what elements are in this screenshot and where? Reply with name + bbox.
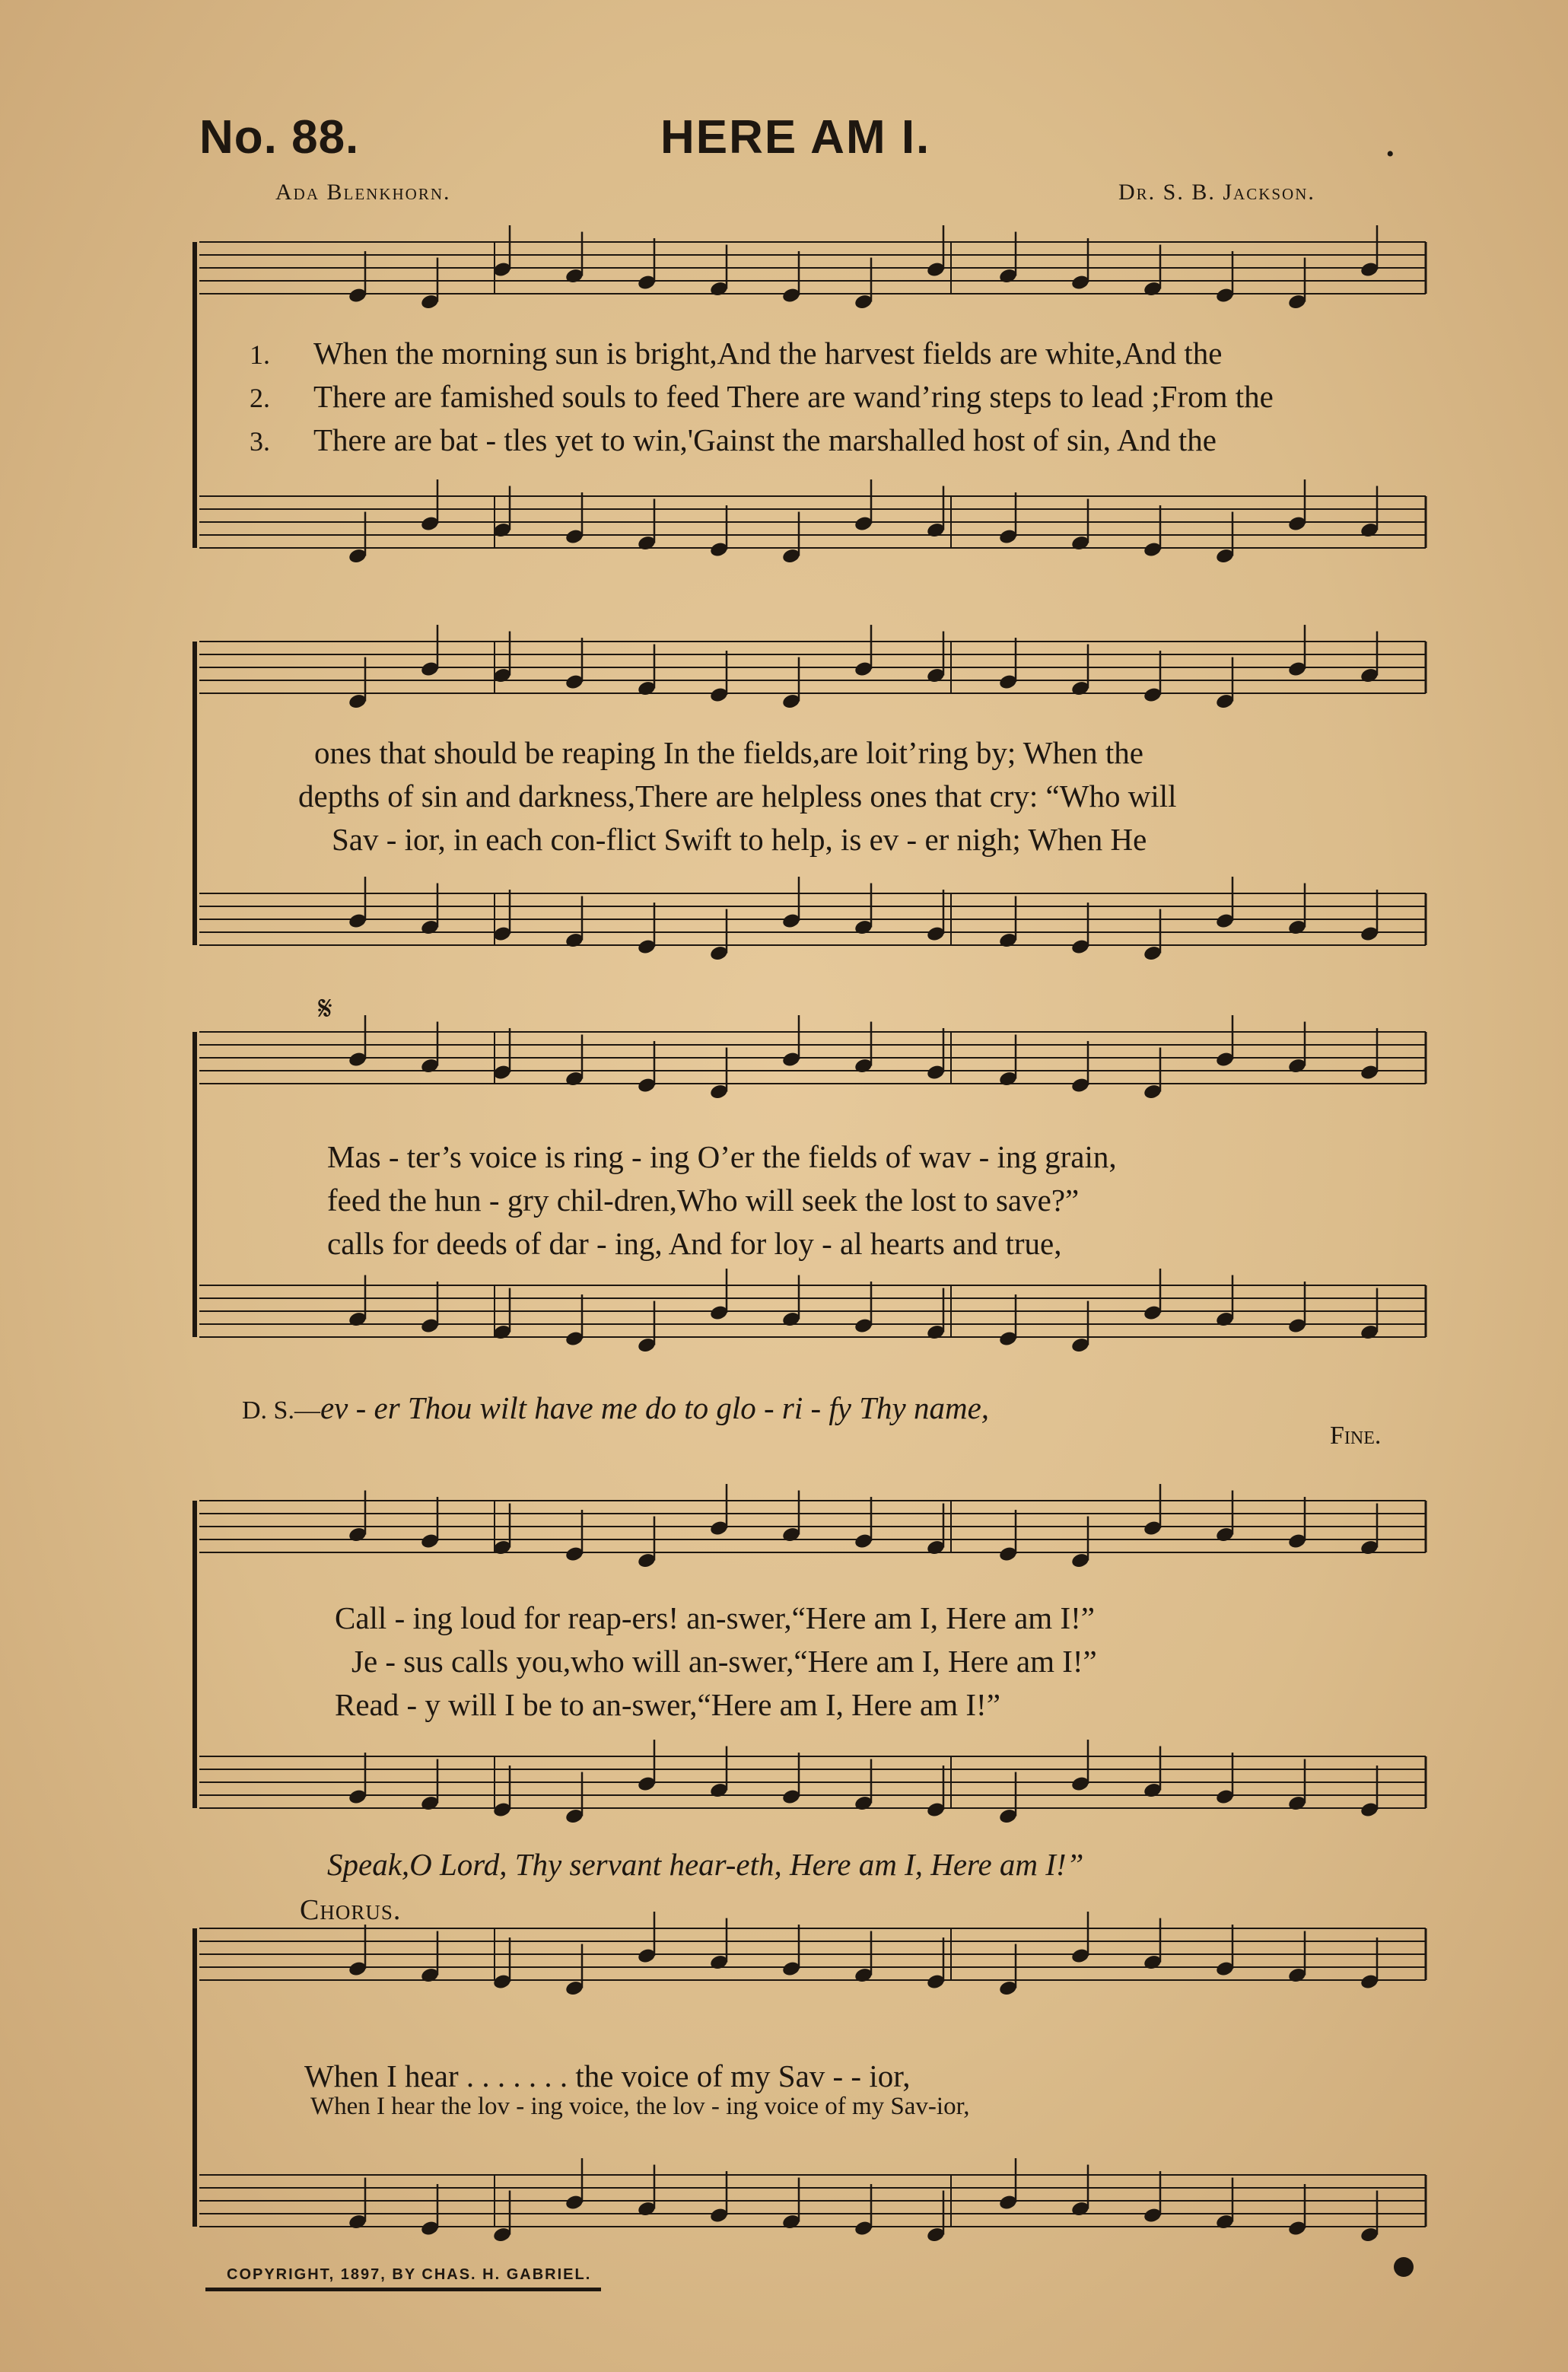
system-4-line-2: Je - sus calls you,who will an-swer,“Here am I, Here am I!” (351, 1644, 1097, 1679)
lyricist-credit: Ada Blenkhorn. (275, 180, 451, 205)
chorus-label: Chorus. (300, 1894, 402, 1926)
chorus-alto-line: When I hear the lov - ing voice, the lov - ing voice of my Sav-ior, (310, 2093, 970, 2120)
lyric-line: When the morning sun is bright,And the harvest fields are white,And the (313, 336, 1223, 371)
system-2-line-1: ones that should be reaping In the fields,are loit’ring by; When the (314, 735, 1144, 770)
system-3-line-2: feed the hun - gry chil-dren,Who will seek the lost to save?” (327, 1183, 1080, 1218)
verse-number: 1. (250, 339, 270, 370)
hymn-number: No. 88. (199, 111, 360, 164)
system-1-verse-3 (250, 419, 1217, 463)
system-3-line-3: calls for deeds of dar - ing, And for loy - al hearts and true, (327, 1226, 1062, 1261)
lyric-line: There are bat - tles yet to win,'Gainst the marshalled host of sin, And the (313, 422, 1217, 457)
copyright-notice: COPYRIGHT, 1897, BY CHAS. H. GABRIEL. (227, 2266, 592, 2283)
page-mark-dot (1394, 2257, 1414, 2277)
chorus-line-1: When I hear . . . . . . . the voice of my Sav - - ior, (304, 2058, 911, 2093)
composer-credit: Dr. S. B. Jackson. (1118, 180, 1315, 205)
system-2-line-2: depths of sin and darkness,There are helpless ones that cry: “Who will (298, 778, 1177, 813)
hymn-title: HERE AM I. (660, 111, 931, 164)
ds-lyric: ev - er Thou wilt have me do to glo - ri - fy Thy name, (320, 1390, 990, 1425)
system-1-verse-1 (250, 332, 1222, 377)
verse-number: 3. (250, 426, 270, 457)
segno-sign: 𝄋 (318, 990, 332, 1027)
system-4-italic-line: Speak,O Lord, Thy servant hear-eth, Here am I, Here am I!” (327, 1847, 1084, 1882)
lyric-line: There are famished souls to feed There are wand’ring steps to lead ;From the (313, 379, 1274, 414)
system-4-line-1: Call - ing loud for reap-ers! an-swer,“Here am I, Here am I!” (335, 1600, 1095, 1635)
fine-marker: Fine. (1330, 1422, 1382, 1450)
footer-rule (205, 2288, 601, 2291)
system-2-line-3: Sav - ior, in each con-flict Swift to help, is ev - er nigh; When He (332, 822, 1147, 857)
ds-marker: D. S.— (242, 1396, 320, 1425)
verse-number: 2. (250, 383, 270, 413)
system-4-line-3: Read - y will I be to an-swer,“Here am I, Here am I!” (335, 1687, 1000, 1722)
system-1-verse-2 (250, 375, 1274, 420)
corner-dot: • (1386, 142, 1395, 167)
system-3-line-1: Mas - ter’s voice is ring - ing O’er the fields of wav - ing grain, (327, 1139, 1117, 1174)
da-segno-line (242, 1387, 989, 1430)
